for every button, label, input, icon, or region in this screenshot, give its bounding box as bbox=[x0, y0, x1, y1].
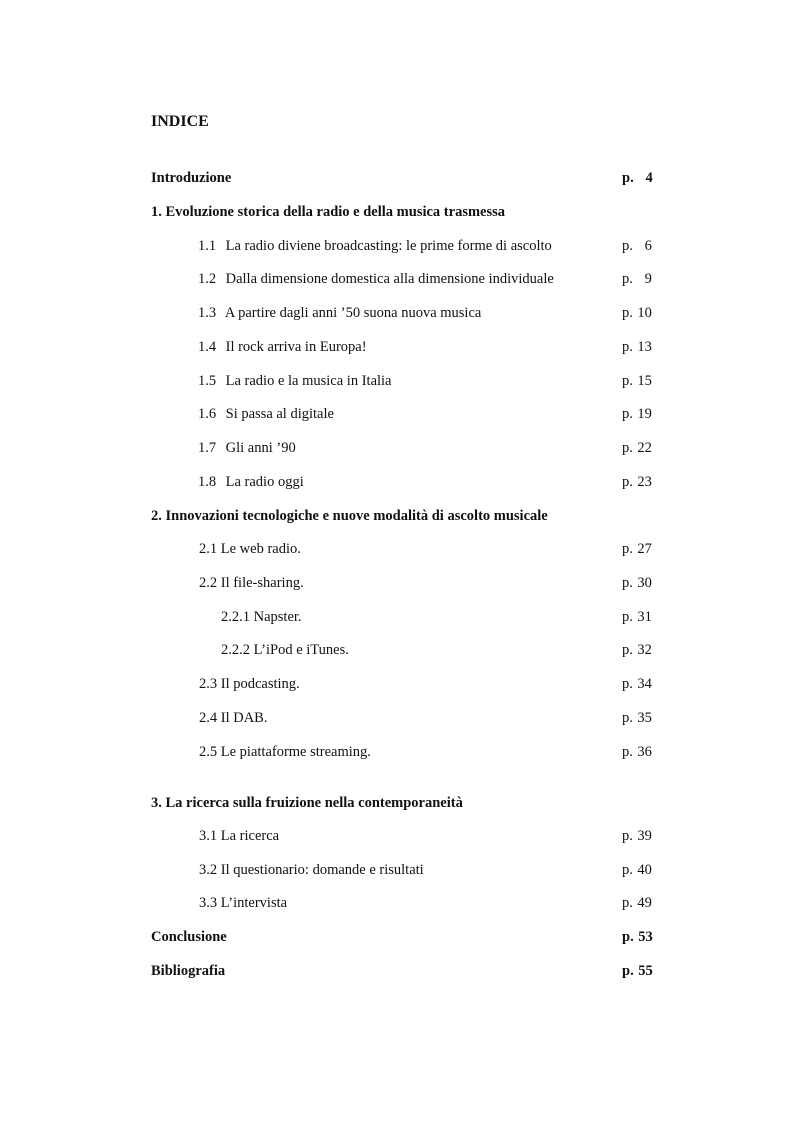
toc-entry-title: Si passa al digitale bbox=[225, 406, 334, 422]
toc-entry bbox=[151, 303, 653, 323]
toc-entry-label bbox=[199, 539, 301, 559]
page-number: 15 bbox=[637, 373, 652, 389]
toc-entry-number: 1.4 bbox=[198, 339, 217, 355]
page-number: 19 bbox=[637, 406, 652, 422]
page-prefix: p. bbox=[622, 440, 633, 456]
toc-entry-label bbox=[198, 472, 304, 492]
toc-entry-title: Bibliografia bbox=[151, 963, 226, 979]
toc-entry-title: Le piattaforme streaming. bbox=[220, 744, 371, 760]
toc-entry-title: Il rock arriva in Europa! bbox=[225, 339, 367, 355]
page-prefix: p. bbox=[622, 828, 633, 844]
toc-entry-title: L’intervista bbox=[220, 895, 288, 911]
toc-entry-page bbox=[622, 860, 652, 880]
toc-entry-number: 1. bbox=[151, 204, 162, 220]
page-prefix: p. bbox=[622, 895, 633, 911]
toc-entry-label bbox=[199, 573, 304, 593]
toc-entry-label bbox=[199, 860, 424, 880]
toc-entry-page bbox=[622, 961, 653, 981]
toc-entry-title: Il file-sharing. bbox=[220, 575, 304, 591]
toc-entry bbox=[151, 640, 653, 660]
toc-entry-number: 1.6 bbox=[198, 406, 217, 422]
page-number: 34 bbox=[637, 676, 652, 692]
page-prefix: p. bbox=[622, 710, 633, 726]
page-prefix: p. bbox=[622, 929, 634, 945]
toc-entry-page bbox=[622, 371, 652, 391]
page-prefix: p. bbox=[622, 271, 633, 287]
page-number: 35 bbox=[637, 710, 652, 726]
toc-entry-number: 1.8 bbox=[198, 474, 217, 490]
toc-entry-title: Gli anni ’90 bbox=[225, 440, 296, 456]
toc-entry-title: Il DAB. bbox=[220, 710, 268, 726]
toc-entry-page bbox=[622, 269, 652, 289]
toc-entry bbox=[151, 674, 653, 694]
toc-entry-title: Napster. bbox=[253, 609, 302, 625]
toc-entry-number: 1.1 bbox=[198, 238, 217, 254]
page-number: 55 bbox=[638, 963, 653, 979]
toc-entry bbox=[151, 607, 653, 627]
toc-entry-label bbox=[199, 826, 279, 846]
page-prefix: p. bbox=[622, 373, 633, 389]
toc-entry bbox=[151, 438, 653, 458]
toc-entry bbox=[151, 236, 653, 256]
toc-entry bbox=[151, 404, 653, 424]
toc-entry-title: L’iPod e iTunes. bbox=[253, 642, 349, 658]
toc-entry bbox=[151, 573, 653, 593]
toc-entry-title: La ricerca sulla fruizione nella contemporaneità bbox=[165, 795, 463, 811]
toc-entry bbox=[151, 708, 653, 728]
page-prefix: p. bbox=[622, 676, 633, 692]
toc-entry-title: Le web radio. bbox=[220, 541, 301, 557]
toc-entry bbox=[151, 860, 653, 880]
toc-entry-label bbox=[151, 793, 463, 813]
page-prefix: p. bbox=[622, 170, 634, 186]
toc-entry-page bbox=[622, 607, 652, 627]
toc-entry-page bbox=[622, 826, 652, 846]
toc-entry-title: La radio diviene broadcasting: le prime forme di ascolto bbox=[225, 238, 552, 254]
page-prefix: p. bbox=[622, 609, 633, 625]
page-prefix: p. bbox=[622, 744, 633, 760]
toc-entry-title: Il questionario: domande e risultati bbox=[220, 862, 424, 878]
toc-entry-label bbox=[151, 202, 505, 222]
page-number: 53 bbox=[638, 929, 653, 945]
page-prefix: p. bbox=[622, 339, 633, 355]
toc-entry bbox=[151, 371, 653, 391]
toc-entry bbox=[151, 927, 653, 947]
page-prefix: p. bbox=[622, 238, 633, 254]
toc-entry-number: 3.2 bbox=[199, 862, 218, 878]
toc-entry-label bbox=[151, 506, 548, 526]
toc-entry-page bbox=[622, 573, 652, 593]
toc-entry-number: 3.3 bbox=[199, 895, 218, 911]
toc-entry-number: 2.2.2 bbox=[221, 642, 250, 658]
toc-entry-page bbox=[622, 337, 652, 357]
toc-entry-label bbox=[199, 674, 300, 694]
page-number: 31 bbox=[637, 609, 652, 625]
toc-entry-title: Dalla dimensione domestica alla dimensione individuale bbox=[225, 271, 554, 287]
page-prefix: p. bbox=[622, 963, 634, 979]
toc-entry-page bbox=[622, 236, 652, 256]
page-number: 6 bbox=[644, 238, 652, 254]
page-prefix: p. bbox=[622, 642, 633, 658]
page-prefix: p. bbox=[622, 862, 633, 878]
toc-entry bbox=[151, 168, 653, 188]
toc-entry-label bbox=[198, 236, 552, 256]
page-number: 4 bbox=[645, 170, 653, 186]
toc-entry-page bbox=[622, 640, 652, 660]
toc-entry-page bbox=[622, 438, 652, 458]
toc-entry-label bbox=[198, 404, 334, 424]
toc-entry bbox=[151, 961, 653, 981]
toc-entry-number: 2.2.1 bbox=[221, 609, 250, 625]
toc-entry-label bbox=[198, 337, 367, 357]
page-number: 23 bbox=[637, 474, 652, 490]
toc-entry-title: La radio oggi bbox=[225, 474, 304, 490]
toc-entry-label bbox=[198, 438, 296, 458]
toc-entry-page bbox=[622, 927, 653, 947]
toc-entry-title: La ricerca bbox=[220, 828, 280, 844]
toc-entry-label bbox=[198, 303, 481, 323]
toc-entry-label bbox=[221, 640, 349, 660]
toc-entry-page bbox=[622, 674, 652, 694]
page-number: 49 bbox=[637, 895, 652, 911]
toc-entry-label bbox=[198, 371, 392, 391]
toc-entry-page bbox=[622, 708, 652, 728]
toc-entry bbox=[151, 506, 653, 526]
page-prefix: p. bbox=[622, 541, 633, 557]
toc-entry-page bbox=[622, 404, 652, 424]
toc-entry-label bbox=[151, 961, 225, 981]
page-prefix: p. bbox=[622, 575, 633, 591]
page-number: 39 bbox=[637, 828, 652, 844]
page-title: INDICE bbox=[151, 113, 209, 130]
toc-entry-label bbox=[151, 168, 231, 188]
page-number: 22 bbox=[637, 440, 652, 456]
toc-entry-number: 2.1 bbox=[199, 541, 218, 557]
toc-entry-title: La radio e la musica in Italia bbox=[225, 373, 392, 389]
toc-entry bbox=[151, 337, 653, 357]
toc-entry-title: Evoluzione storica della radio e della musica trasmessa bbox=[165, 204, 506, 220]
toc-entry-number: 2.3 bbox=[199, 676, 218, 692]
toc-entry-title: Il podcasting. bbox=[220, 676, 300, 692]
toc-entry-page bbox=[622, 539, 652, 559]
page-number: 40 bbox=[637, 862, 652, 878]
toc-entry-number: 2.2 bbox=[199, 575, 218, 591]
toc-entry-label bbox=[199, 742, 371, 762]
page-number: 13 bbox=[637, 339, 652, 355]
page-number: 27 bbox=[637, 541, 652, 557]
toc-entry bbox=[151, 742, 653, 762]
toc-entry bbox=[151, 826, 653, 846]
toc-entry bbox=[151, 793, 653, 813]
toc-entry-number: 2.4 bbox=[199, 710, 218, 726]
toc-entry bbox=[151, 269, 653, 289]
toc-entry bbox=[151, 202, 653, 222]
toc-entry-number: 1.5 bbox=[198, 373, 217, 389]
toc-entry-page bbox=[622, 168, 653, 188]
toc-entry-number: 1.3 bbox=[198, 305, 217, 321]
toc-entry-label bbox=[199, 893, 287, 913]
toc-entry-title: Innovazioni tecnologiche e nuove modalità di ascolto musicale bbox=[165, 508, 548, 524]
page-prefix: p. bbox=[622, 406, 633, 422]
page-number: 9 bbox=[644, 271, 652, 287]
page-prefix: p. bbox=[622, 305, 633, 321]
toc-entry-page bbox=[622, 472, 652, 492]
toc-entry-label bbox=[198, 269, 554, 289]
toc-entry-number: 3.1 bbox=[199, 828, 218, 844]
toc-entry-number: 2. bbox=[151, 508, 162, 524]
page-number: 10 bbox=[637, 305, 652, 321]
toc-entry-number: 1.7 bbox=[198, 440, 217, 456]
toc-entry-title: Introduzione bbox=[151, 170, 232, 186]
page-number: 32 bbox=[637, 642, 652, 658]
toc-entry bbox=[151, 539, 653, 559]
toc-entry-number: 2.5 bbox=[199, 744, 218, 760]
page-prefix: p. bbox=[622, 474, 633, 490]
toc-entry-title: A partire dagli anni ’50 suona nuova musica bbox=[224, 305, 482, 321]
toc-entry-number: 3. bbox=[151, 795, 162, 811]
page-number: 36 bbox=[637, 744, 652, 760]
toc-entry-page bbox=[622, 742, 652, 762]
toc-entry-page bbox=[622, 893, 652, 913]
toc-entry-label bbox=[151, 927, 227, 947]
toc-entry-label bbox=[199, 708, 267, 728]
toc-entry bbox=[151, 472, 653, 492]
toc-entry-label bbox=[221, 607, 302, 627]
toc-entry-title: Conclusione bbox=[151, 929, 227, 945]
page-number: 30 bbox=[637, 575, 652, 591]
toc-entry-number: 1.2 bbox=[198, 271, 217, 287]
toc-entry bbox=[151, 893, 653, 913]
toc-entry-page bbox=[622, 303, 652, 323]
